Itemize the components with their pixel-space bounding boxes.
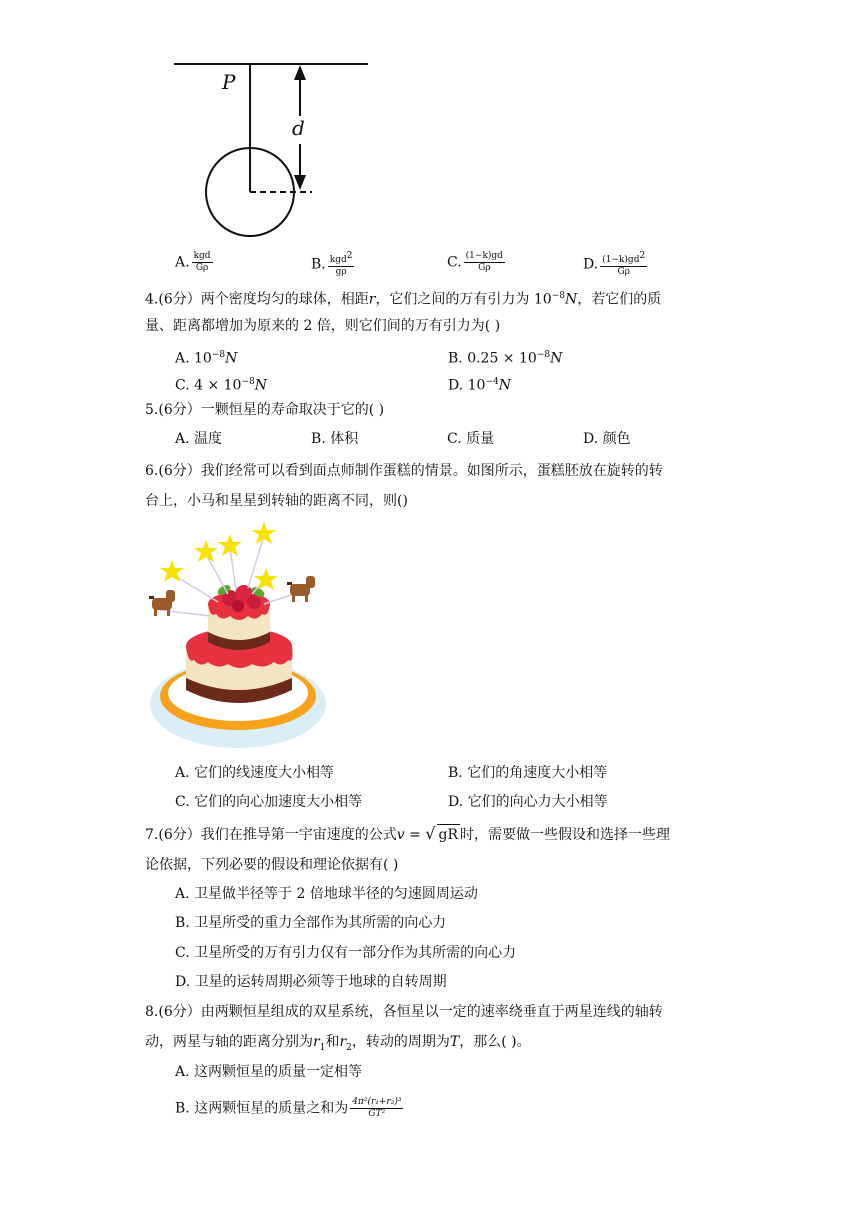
pony-icon: [149, 590, 175, 616]
q7-option-b[interactable]: B. 卫星所受的重力全部作为其所需的向心力: [175, 915, 447, 931]
q4-stem-line2: 量、距离都增加为原来的 2 倍，则它们间的万有引力为( ): [145, 318, 501, 334]
q7-option-d[interactable]: D. 卫星的运转周期必须等于地球的自转周期: [175, 974, 447, 990]
q4-option-c[interactable]: C. $4 \times 10^{-8}N$: [175, 377, 267, 394]
q4-option-d[interactable]: D. $10^{-4}N$: [448, 377, 511, 394]
q8-stem-line2: 动，两星与轴的距离分别为$r_1$和$r_2$，转动的周期为T，那么( )。: [145, 1034, 531, 1053]
q3-option-a[interactable]: A. $\frac{\text{kgd}}{G\rho}$: [175, 251, 211, 273]
q3-option-c[interactable]: C. $\frac{(1-k)gd}{G\rho}$: [447, 251, 503, 273]
q7-option-c[interactable]: C. 卫星所受的万有引力仅有一部分作为其所需的向心力: [175, 945, 517, 961]
q5-option-b[interactable]: B. 体积: [311, 431, 359, 447]
q6-option-a[interactable]: A. 它们的线速度大小相等: [175, 765, 335, 781]
q5-option-d[interactable]: D. 颜色: [583, 431, 631, 447]
q3-option-d[interactable]: D. $\frac{(1-k)gd^2}{G\rho}$: [583, 251, 646, 277]
pendulum-sphere-diagram: [170, 52, 380, 242]
arrow-up-icon: [294, 65, 306, 80]
q6-option-d[interactable]: D. 它们的向心力大小相等: [448, 794, 608, 810]
q5-option-a[interactable]: A. 温度: [175, 431, 223, 447]
pony-icon: [287, 576, 315, 602]
q8-option-b[interactable]: B. 这两颗恒星的质量之和为 $\frac{\text{4π²(r₁+r₂)³}}{\text{GT²}}$: [175, 1097, 402, 1119]
q8-option-a[interactable]: A. 这两颗恒星的质量一定相等: [175, 1064, 363, 1080]
q6-option-c[interactable]: C. 它们的向心加速度大小相等: [175, 794, 363, 810]
star-icon: [252, 522, 276, 544]
arrow-down-icon: [294, 175, 306, 190]
q5-stem: 5.(6分）一颗恒星的寿命取决于它的( ): [145, 402, 385, 418]
label-p: P: [222, 70, 236, 94]
q6-option-b[interactable]: B. 它们的角速度大小相等: [448, 765, 608, 781]
q7-option-a[interactable]: A. 卫星做半径等于 2 倍地球半径的匀速圆周运动: [175, 886, 478, 902]
q7-stem-line2: 论依据，下列必要的假设和理论依据有( ): [145, 857, 399, 873]
q3-option-b[interactable]: B. $\frac{kgd^2}{g\rho}$: [311, 251, 353, 277]
cake-illustration: [148, 518, 332, 752]
q5-option-c[interactable]: C. 质量: [447, 431, 495, 447]
q4-stem-line1: 4.(6分）两个密度均匀的球体，相距r，它们之间的万有引力为 $10^{-8}N$，若它们的质: [145, 291, 662, 308]
q4-option-b[interactable]: B. $0.25 \times 10^{-8}N$: [448, 350, 563, 367]
label-d: d: [292, 116, 305, 140]
q4-option-a[interactable]: A. $10^{-8}N$: [175, 350, 238, 367]
q6-stem-line1: 6.(6分）我们经常可以看到面点师制作蛋糕的情景。如图所示，蛋糕胚放在旋转的转: [145, 463, 663, 479]
q7-stem-line1: 7.(6分）我们在推导第一宇宙速度的公式v = √ gR 时，需要做一些假设和选择一些理: [145, 824, 671, 843]
q6-stem-line2: 台上，小马和星星到转轴的距离不同，则(): [145, 493, 408, 509]
q8-stem-line1: 8.(6分）由两颗恒星组成的双星系统，各恒星以一定的速率绕垂直于两星连线的轴转: [145, 1004, 663, 1020]
star-icon: [194, 540, 218, 562]
